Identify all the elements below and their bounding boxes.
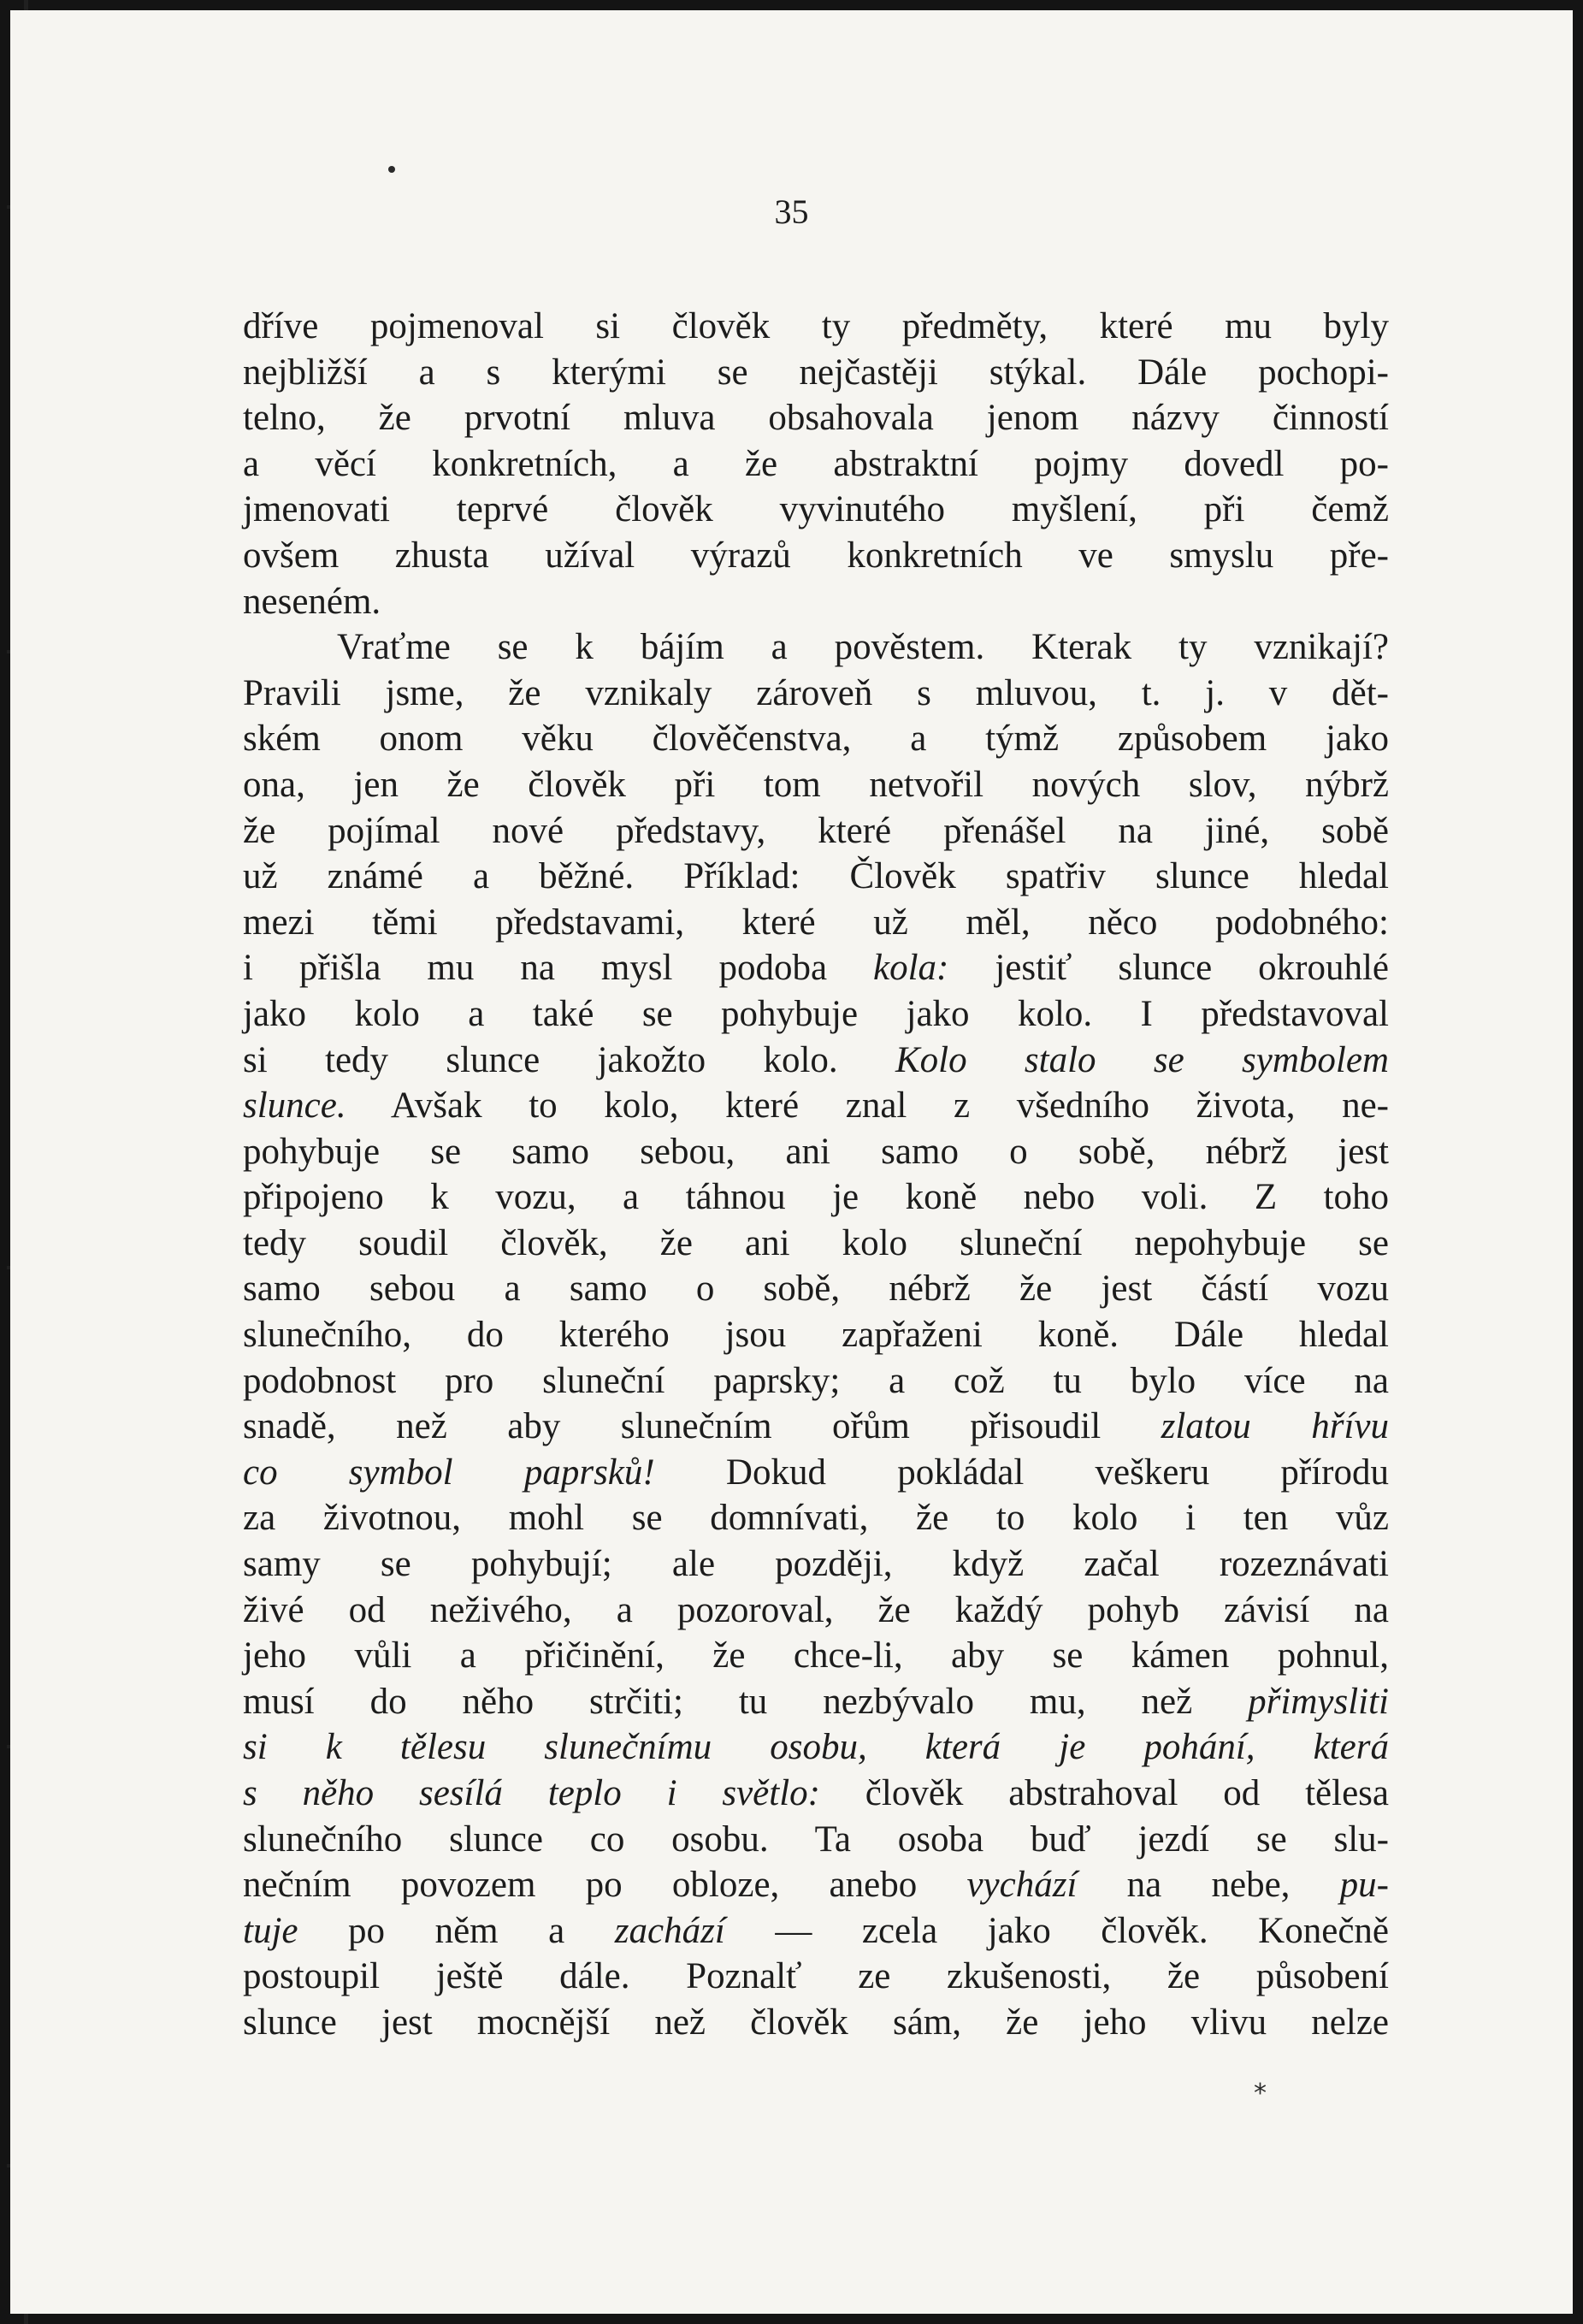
text-line <box>243 1817 1389 1863</box>
text-line <box>243 1862 1389 1908</box>
text-line <box>243 716 1389 762</box>
text-segment: jmenovati teprvé člověk vyvinutého myšlení, při čemž <box>243 489 1389 530</box>
text-line <box>243 945 1389 991</box>
italic-segment: si k tělesu slunečnímu osobu, která je pohání, která <box>243 1727 1389 1768</box>
text-line <box>243 1358 1389 1404</box>
text-segment: jako kolo a také se pohybuje jako kolo. I představoval <box>243 993 1389 1034</box>
text-segment: už známé a běžné. Příklad: Člověk spatřiv slunce hledal <box>243 856 1389 897</box>
text-segment: slunečního, do kterého jsou zapřaženi koně. Dále hledal <box>243 1315 1389 1356</box>
text-segment: člověk abstrahoval od tělesa <box>819 1773 1389 1813</box>
text-segment: slunce jest mocnější než člověk sám, že jeho vlivu nelze <box>243 2002 1389 2043</box>
text-segment: — zcela jako člověk. Konečně <box>724 1910 1389 1951</box>
text-line <box>243 304 1389 350</box>
text-line <box>243 1541 1389 1588</box>
italic-segment: zlatou hřívu <box>1161 1406 1389 1447</box>
text-line <box>243 1174 1389 1221</box>
text-line <box>243 624 1389 671</box>
text-segment: Vraťme se k bájím a pověstem. Kterak ty vznikají? <box>337 627 1389 668</box>
text-line <box>243 487 1389 533</box>
text-line <box>243 1771 1389 1817</box>
italic-segment: pu- <box>1339 1865 1389 1906</box>
page-number: 35 <box>774 192 809 231</box>
text-segment: ona, jen že člověk při tom netvořil nových slov, nýbrž <box>243 764 1389 805</box>
text-segment: za životnou, mohl se domnívati, že to kolo i ten vůz <box>243 1498 1389 1539</box>
italic-segment: zachází <box>614 1910 725 1951</box>
text-segment: Dokud pokládal veškeru přírodu <box>654 1452 1390 1493</box>
text-segment: živé od neživého, a pozoroval, že každý pohyb závisí na <box>243 1589 1389 1630</box>
text-line <box>243 1724 1389 1771</box>
text-segment: si tedy slunce jakožto kolo. <box>243 1039 895 1080</box>
text-segment: Pravili jsme, že vznikaly zároveň s mluvou, t. j. v dět- <box>243 672 1389 713</box>
text-line <box>243 533 1389 579</box>
text-line <box>243 808 1389 854</box>
text-segment: samo sebou a samo o sobě, nébrž že jest částí vozu <box>243 1268 1389 1310</box>
italic-segment: přimysliti <box>1248 1681 1389 1722</box>
text-segment: dříve pojmenoval si člověk ty předměty, které mu byly <box>243 306 1389 346</box>
text-segment: po něm a <box>298 1910 615 1951</box>
ink-dot <box>388 166 395 173</box>
text-line <box>243 441 1389 488</box>
text-segment: samy se pohybují; ale později, když začal rozeznávati <box>243 1544 1389 1585</box>
body-text <box>243 304 1389 2046</box>
text-line <box>243 1083 1389 1129</box>
text-segment: na nebe, <box>1077 1865 1340 1906</box>
text-line <box>243 1495 1389 1541</box>
text-line <box>243 1221 1389 1267</box>
text-segment: slunečního slunce co osobu. Ta osoba buď jezdí se slu- <box>243 1818 1389 1860</box>
text-line <box>243 1129 1389 1175</box>
text-line <box>243 854 1389 900</box>
text-segment: připojeno k vozu, a táhnou je koně nebo voli. Z toho <box>243 1177 1389 1218</box>
text-segment: musí do něho strčiti; tu nezbývalo mu, než <box>243 1681 1249 1722</box>
text-line <box>243 1266 1389 1312</box>
text-segment: podobnost pro sluneční paprsky; a což tu bylo více na <box>243 1360 1389 1401</box>
italic-segment: tuje <box>243 1910 298 1951</box>
text-segment: jestiť slunce okrouhlé <box>948 948 1390 989</box>
text-segment: tedy soudil člověk, že ani kolo sluneční nepohybuje se <box>243 1222 1389 1263</box>
text-segment: neseném. <box>243 581 381 622</box>
text-segment: Avšak to kolo, které znal z všedního života, ne- <box>346 1085 1389 1127</box>
text-segment: že pojímal nové představy, které přenášel na jiné, sobě <box>243 810 1389 851</box>
text-segment: pohybuje se samo sebou, ani samo o sobě, nébrž jest <box>243 1131 1389 1172</box>
italic-segment: co symbol paprsků! <box>243 1452 655 1493</box>
text-segment: nejbližší a s kterými se nejčastěji stýkal. Dále pochopi- <box>243 352 1389 393</box>
text-line <box>243 1450 1389 1496</box>
italic-segment: s něho sesílá teplo i světlo: <box>243 1773 820 1813</box>
text-line <box>243 1954 1389 2000</box>
text-segment: nečním povozem po obloze, anebo <box>243 1865 967 1906</box>
text-line <box>243 579 1389 625</box>
text-line <box>243 762 1389 808</box>
text-segment: jeho vůli a přičinění, že chce-li, aby se kámen pohnul, <box>243 1635 1389 1676</box>
italic-segment: Kolo stalo se symbolem <box>895 1039 1389 1080</box>
text-line <box>243 2000 1389 2046</box>
text-segment: a věcí konkretních, a že abstraktní pojmy dovedl po- <box>243 443 1389 484</box>
text-line <box>243 991 1389 1038</box>
text-line <box>243 1679 1389 1725</box>
text-line <box>243 395 1389 441</box>
text-line <box>243 900 1389 946</box>
text-line <box>243 1312 1389 1358</box>
italic-segment: vychází <box>966 1865 1078 1906</box>
italic-segment: slunce. <box>243 1085 346 1127</box>
text-line <box>243 1908 1389 1954</box>
italic-segment: kola: <box>873 948 949 989</box>
text-segment: ském onom věku člověčenstva, a týmž způsobem jako <box>243 718 1389 760</box>
text-line <box>243 1633 1389 1679</box>
text-segment: ovšem zhusta užíval výrazů konkretních ve smyslu pře- <box>243 535 1389 576</box>
text-segment: snadě, než aby slunečním ořům přisoudil <box>243 1406 1161 1447</box>
text-line <box>243 1404 1389 1450</box>
text-segment: mezi těmi představami, které už měl, něco podobného: <box>243 902 1389 943</box>
text-line <box>243 1038 1389 1084</box>
text-segment: i přišla mu na mysl podoba <box>243 948 874 989</box>
text-line <box>243 1588 1389 1634</box>
text-line <box>243 671 1389 717</box>
text-line <box>243 350 1389 396</box>
signature-mark: * <box>1254 2079 1267 2108</box>
text-segment: postoupil ještě dále. Poznalť ze zkušenosti, že působení <box>243 1956 1389 1997</box>
text-segment: telno, že prvotní mluva obsahovala jenom názvy činností <box>243 398 1389 439</box>
